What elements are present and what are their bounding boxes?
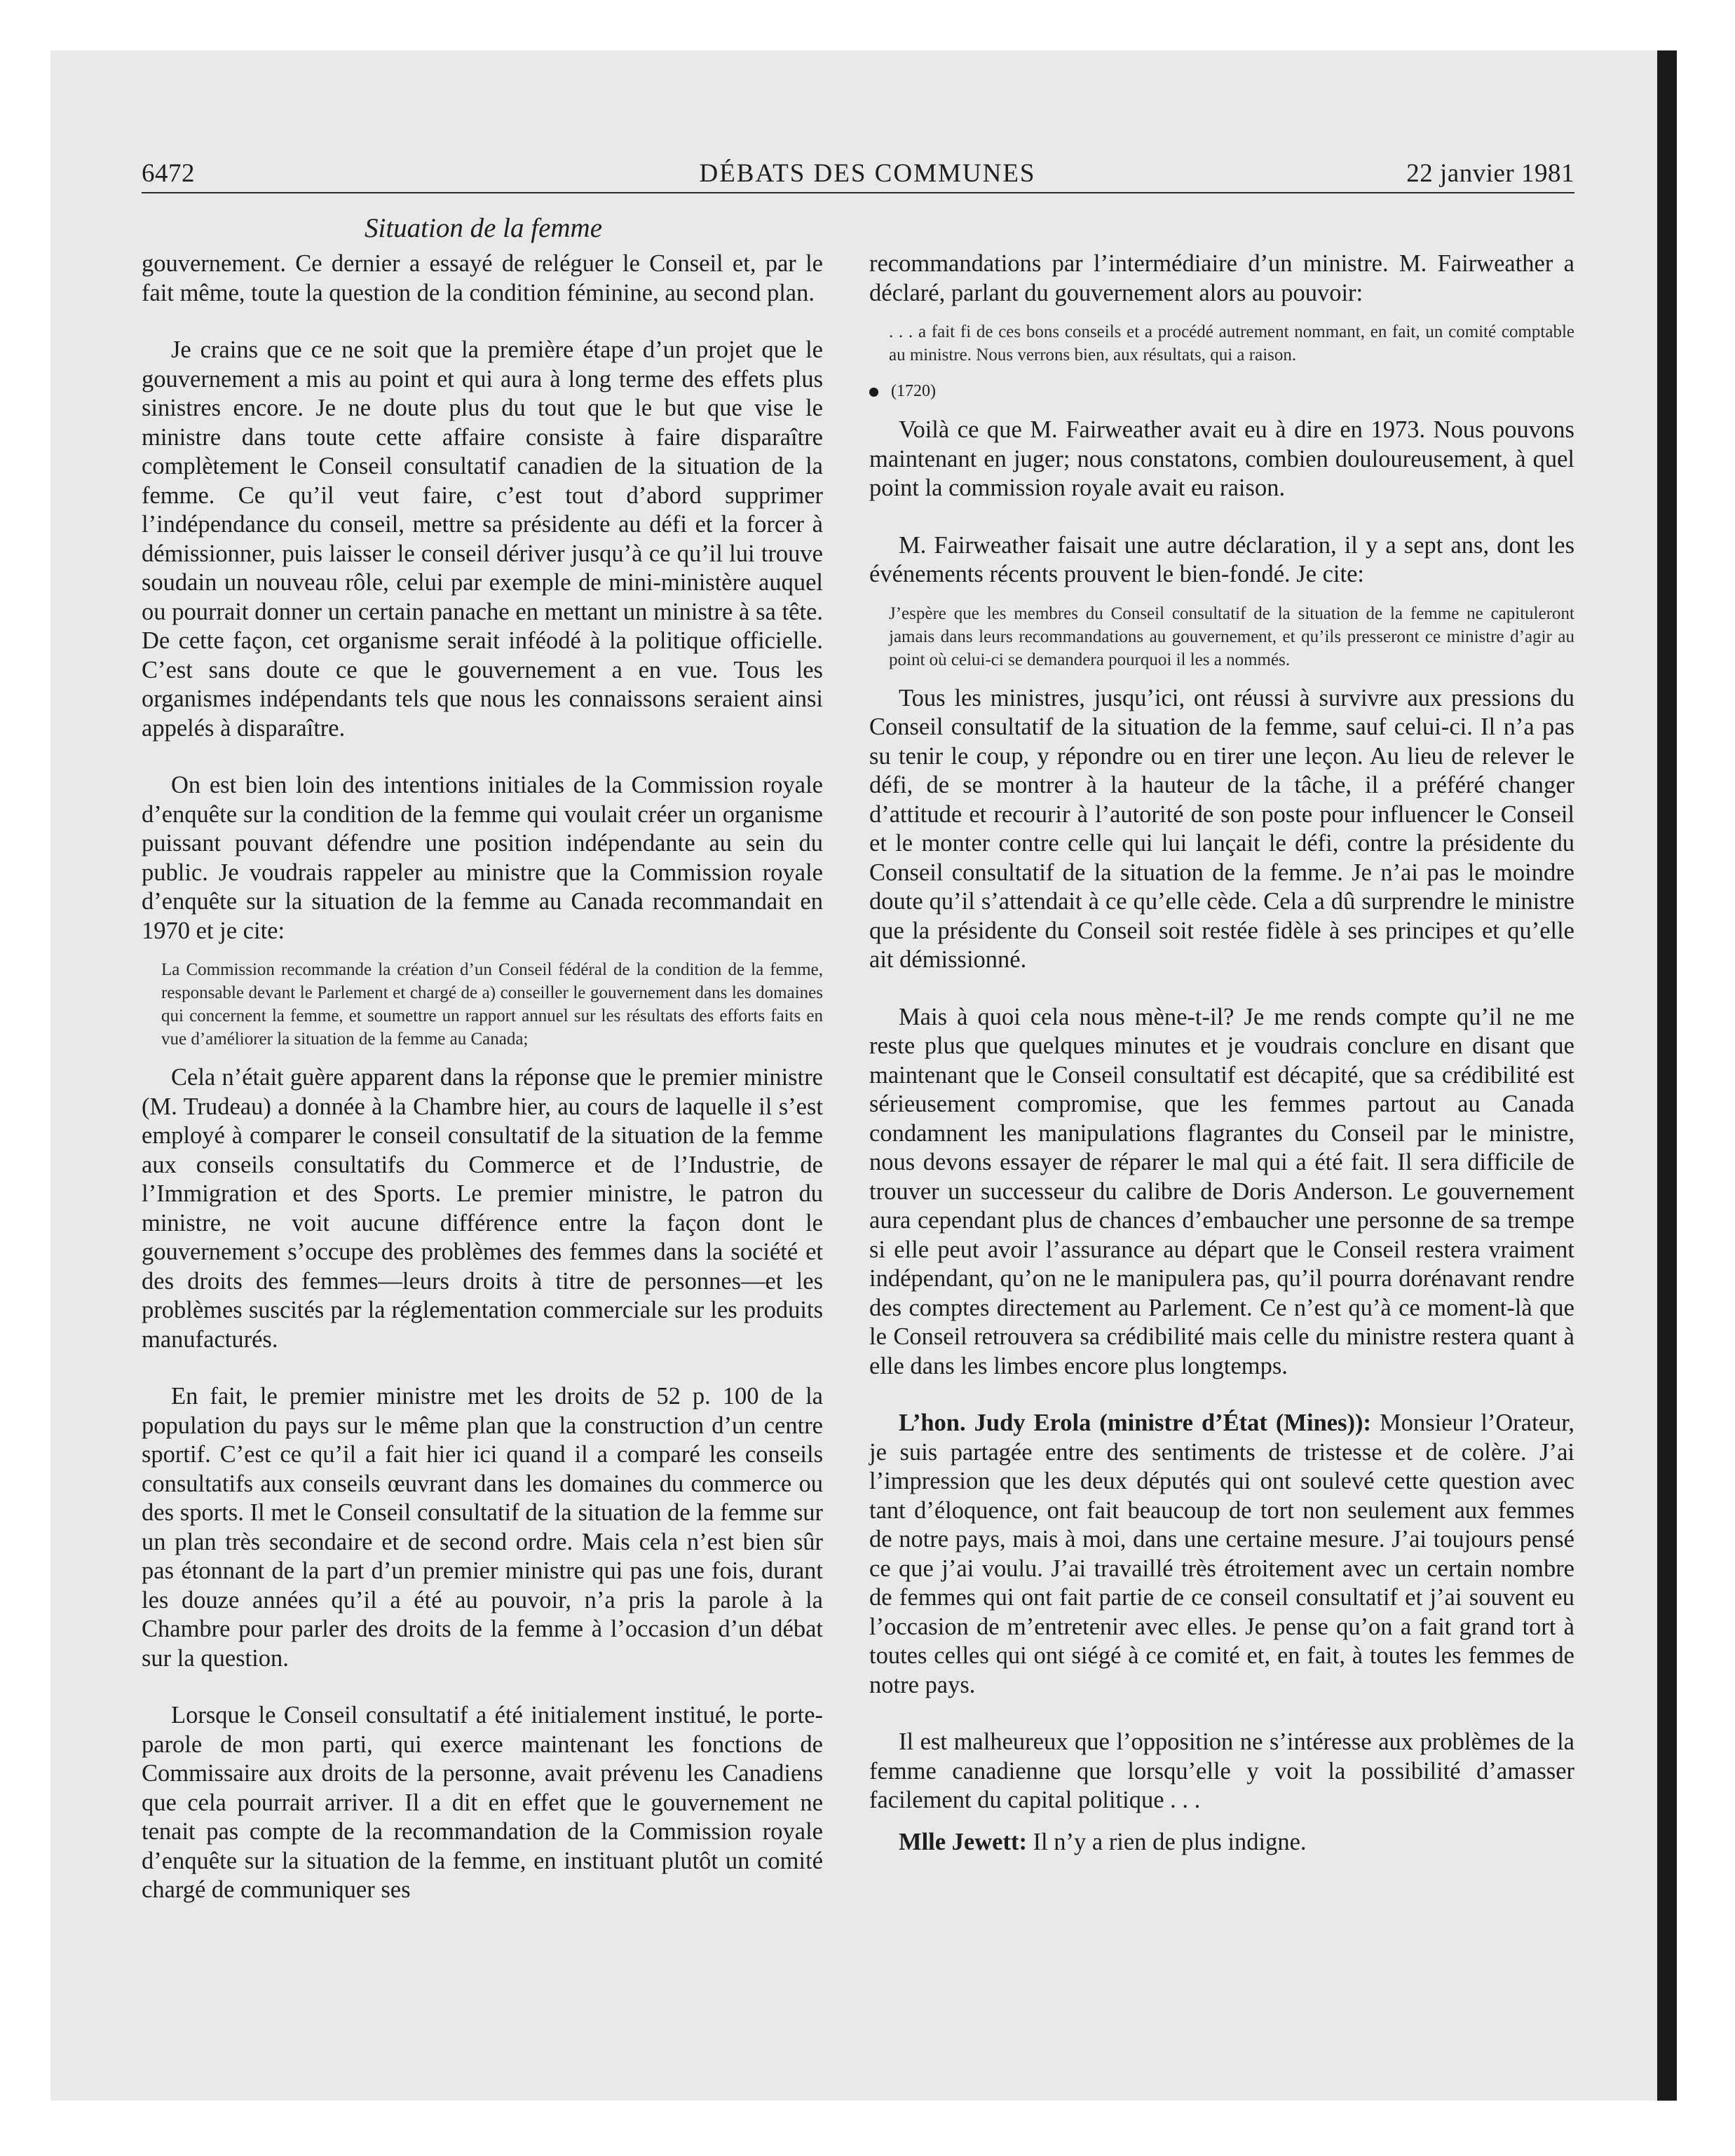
page-number: 6472: [142, 159, 195, 188]
block-quote: J’espère que les membres du Conseil consultatif de la situation de la femme ne capituleront jamais dans leurs recommandations au gouvernement, et qu’ils presseront ce ministre d’agir au point où celui-ci se demandera pourquoi il les a nommés.: [889, 603, 1574, 669]
speech-text: Il n’y a rien de plus indigne.: [1033, 1828, 1307, 1855]
left-column: [142, 250, 823, 1905]
paragraph: M. Fairweather faisait une autre déclaration, il y a sept ans, dont les événements récents prouvent le bien-fondé. Je cite:: [869, 531, 1574, 587]
paragraph: Il est malheureux que l’opposition ne s’intéresse aux problèmes de la femme canadienne que lorsqu’elle y voit la possibilité d’amasser facilement du capital politique . . .: [869, 1728, 1574, 1813]
issue-date: 22 janvier 1981: [1406, 159, 1574, 188]
paragraph: Lorsque le Conseil consultatif a été initialement institué, le porte-parole de mon parti, qui exerce maintenant les fonctions de Commissaire aux droits de la personne, avait prévenu les Canadiens que cela pourrait arriver. Il a dit en effet que le gouvernement ne tenait pas compte de la recommandation de la Commission royale d’enquête sur la situation de la femme, en instituant plutôt un comité chargé de communiquer ses: [142, 1702, 823, 1903]
paragraph: On est bien loin des intentions initiales de la Commission royale d’enquête sur la condition de la femme qui voulait créer un organisme puissant pouvant défendre une position indépendante au sein du public. Je voudrais rappeler au ministre que la Commission royale d’enquête sur la situation de la femme au Canada recommandait en 1970 et je cite:: [142, 772, 823, 944]
speech-paragraph: [869, 1828, 1574, 1857]
paragraph: Je crains que ce ne soit que la première étape d’un projet que le gouvernement a mis au point et qui aura à long terme des effets plus sinistres encore. Je ne doute plus du tout que le but que vise le ministre dans toute cette affaire consiste à faire disparaître complètement le Conseil consultatif canadien de la situation de la femme. Ce qu’il veut faire, c’est tout d’abord supprimer l’indépendance du conseil, mettre sa présidente au défi et la forcer à démissionner, puis laisser le conseil dériver jusqu’à ce qu’il lui trouve soudain un nouveau rôle, celui par exemple de mini-ministère auquel ou pourrait donner un certain panache en mettant un ministre à sa tête. De cette façon, cet organisme serait inféodé à la politique officielle. C’est sans doute ce que le gouvernement a en vue. Tous les organismes indépendants tels que nous les connaissons seraient ainsi appelés à disparaître.: [142, 336, 823, 742]
block-quote: La Commission recommande la création d’un Conseil fédéral de la condition de la femme, responsable devant le Parlement et chargé de a) conseiller le gouvernement dans les domaines qui concernent la femme, et soumettre un rapport annuel sur les résultats des efforts faits en vue d’améliorer la situation de la femme au Canada;: [161, 960, 823, 1049]
journal-title: DÉBATS DES COMMUNES: [699, 159, 1036, 188]
header-rule: [142, 192, 1574, 193]
paragraph: Cela n’était guère apparent dans la réponse que le premier ministre (M. Trudeau) a donnée à la Chambre hier, au cours de laquelle il s’est employé à comparer le conseil consultatif de la situation de la femme aux conseils consultatifs du Commerce et de l’Industrie, de l’Immigration et des Sports. Le premier ministre, le patron du ministre, ne voit aucune différence entre la façon dont le gouvernement s’occupe des problèmes des femmes dans la société et des droits des femmes—leurs droits à titre de personnes—et les problèmes suscités par la réglementation commerciale sur les produits manufacturés.: [142, 1064, 823, 1353]
paragraph: Mais à quoi cela nous mène-t-il? Je me rends compte qu’il ne me reste plus que quelques minutes et je voudrais conclure en disant que maintenant que le Conseil consultatif est décapité, que sa crédibilité est sérieusement compromise, que les femmes partout au Canada condamnent les manipulations flagrantes du Conseil par le ministre, nous devons essayer de réparer le mal qui a été fait. Il sera difficile de trouver un successeur du calibre de Doris Anderson. Le gouvernement aura cependant plus de chances d’embaucher une personne de sa trempe si elle peut avoir l’assurance au départ que le Conseil restera vraiment indépendant, qu’on ne le manipulera pas, qu’il pourra dorénavant rendre des comptes directement au Parlement. Ce n’est qu’à ce moment-là que le Conseil retrouvera sa crédibilité mais celle du ministre restera quant à elle dans les limbes encore plus longtemps.: [869, 1003, 1574, 1379]
paragraph: En fait, le premier ministre met les droits de 52 p. 100 de la population du pays sur le même plan que la construction d’un centre sportif. C’est ce qu’il a fait hier ici quand il a comparé les conseils consultatifs aux conseils œuvrant dans les domaines du commerce ou des sports. Il met le Conseil consultatif de la situation de la femme sur un plan très secondaire et de second ordre. Mais cela n’est bien sûr pas étonnant de la part d’un premier ministre qui pas une fois, durant les douze années qu’il a été au pouvoir, n’a pris la parole à la Chambre pour parler des droits de la femme à l’occasion d’un débat sur la question.: [142, 1383, 823, 1672]
paragraph: recommandations par l’intermédiaire d’un ministre. M. Fairweather a déclaré, parlant du gouvernement alors au pouvoir:: [869, 250, 1574, 306]
paragraph: Voilà ce que M. Fairweather avait eu à dire en 1973. Nous pouvons maintenant en juger; nous constatons, combien douloureusement, à quel point la commission royale avait eu raison.: [869, 416, 1574, 501]
speaker-name: L’hon. Judy Erola (ministre d’État (Mines)):: [899, 1410, 1371, 1436]
speaker-name: Mlle Jewett:: [899, 1828, 1027, 1855]
time-marker: [869, 379, 1574, 403]
scan-edge-bar: [1657, 50, 1677, 2101]
speech-text: Monsieur l’Orateur, je suis partagée entre des sentiments de tristesse et de colère. J’ai l’impression que les deux députés qui ont soulevé cette question avec tant d’éloquence, ont fait beaucoup de tort non seulement aux femmes de notre pays, mais à moi, dans une certaine mesure. J’ai toujours pensé ce que j’ai voulu. J’ai travaillé très étroitement avec un certain nombre de femmes qui ont fait partie de ce conseil consultatif et j’ai souvent eu l’occasion de m’entretenir avec elles. Je pense qu’on a fait grand tort à toutes celles qui ont siégé à ce comité et, en fait, à toutes les femmes de notre pays.: [869, 1410, 1574, 1698]
paragraph: gouvernement. Ce dernier a essayé de reléguer le Conseil et, par le fait même, toute la question de la condition féminine, au second plan.: [142, 250, 823, 306]
paragraph: Tous les ministres, jusqu’ici, ont réussi à survivre aux pressions du Conseil consultatif de la situation de la femme, sauf celui-ci. Il n’a pas su tenir le coup, y répondre ou en tirer une leçon. Au lieu de relever le défi, de se montrer à la hauteur de la tâche, il a préféré changer d’attitude et recourir à l’autorité de son poste pour influencer le Conseil et le monter contre celle qui lui lançait le défi, contre la présidente du Conseil consultatif de la situation de la femme. Je n’ai pas le moindre doute qu’il s’attendait à ce qu’elle cède. Cela a dû surprendre le ministre que la présidente du Conseil soit restée fidèle à ses principes et qu’elle ait démissionné.: [869, 684, 1574, 973]
bullet-icon: [869, 388, 878, 397]
section-title: Situation de la femme: [365, 213, 603, 243]
block-quote: . . . a fait fi de ces bons conseils et a procédé autrement nommant, en fait, un comité comptable au ministre. Nous verrons bien, aux résultats, qui a raison.: [889, 322, 1574, 364]
speech-paragraph: [869, 1409, 1574, 1700]
time-marker-label: (1720): [891, 382, 936, 400]
right-column: [869, 250, 1574, 1857]
